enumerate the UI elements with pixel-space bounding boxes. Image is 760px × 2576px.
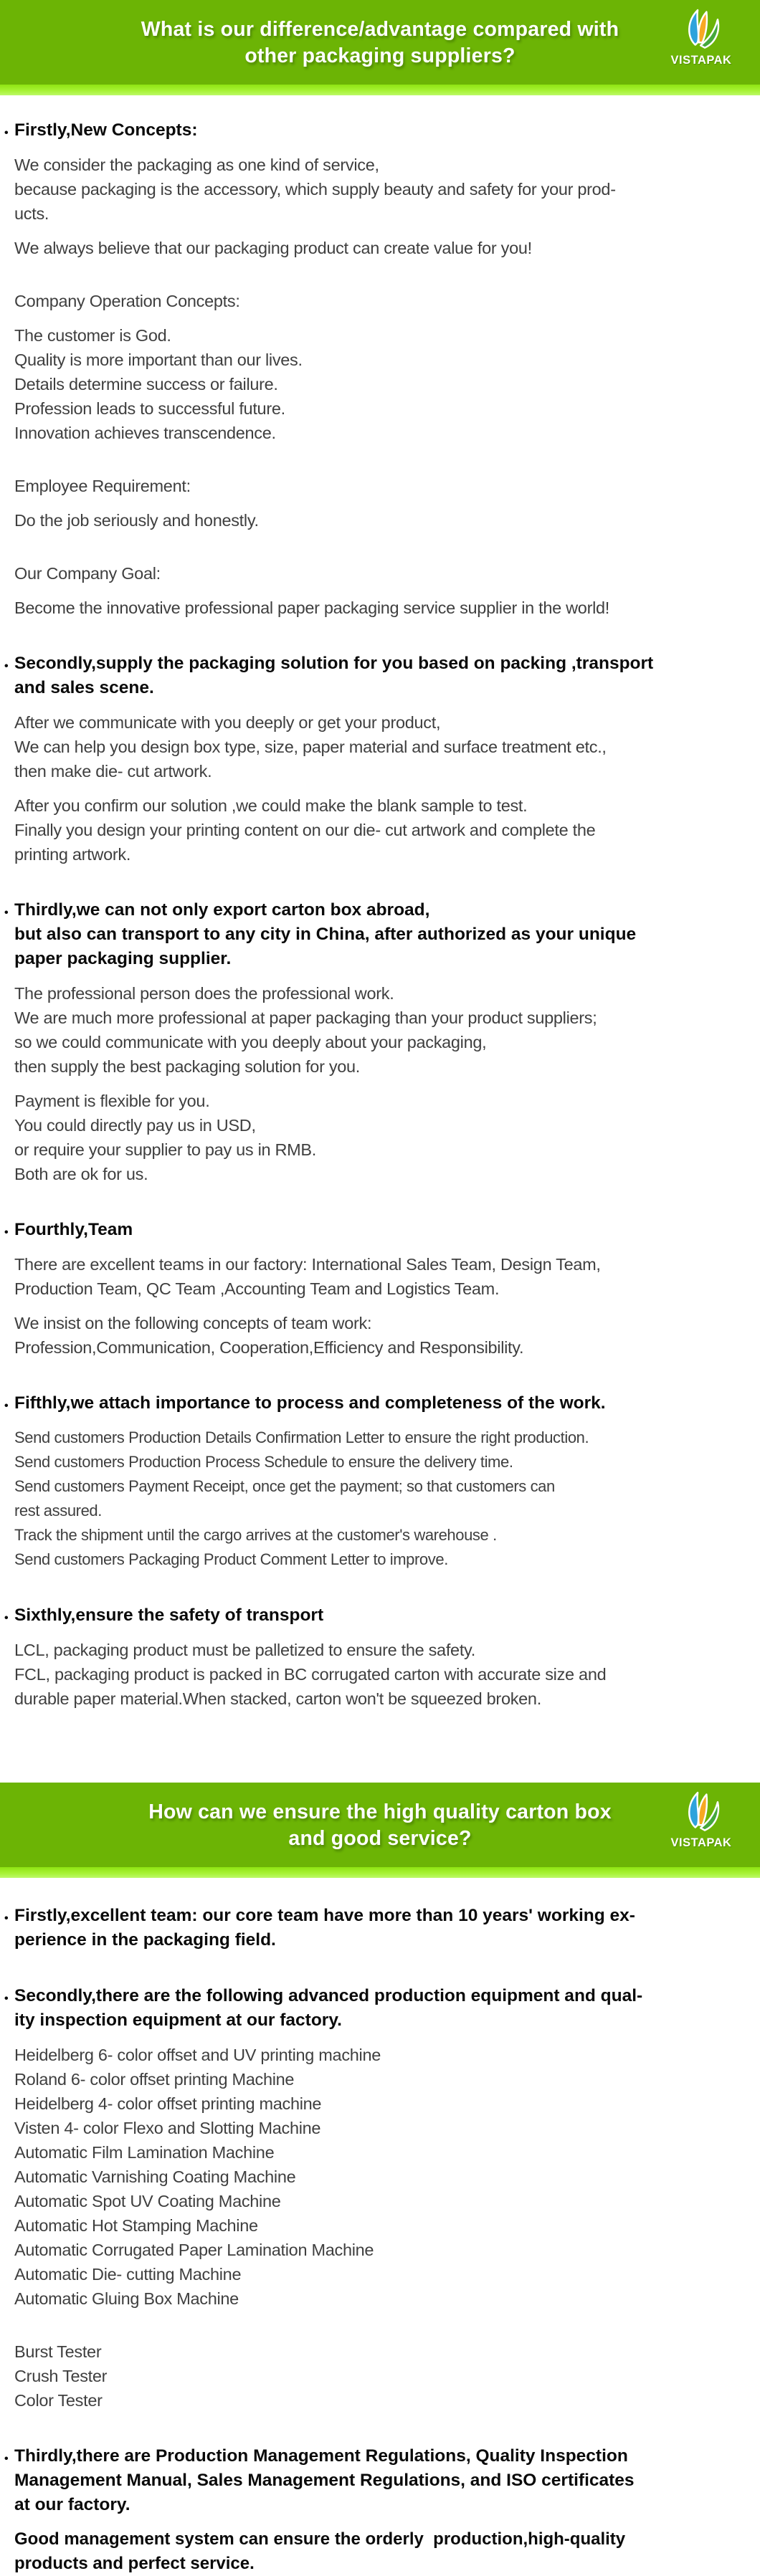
text-line: or require your supplier to pay us in RMB. <box>14 1140 317 1159</box>
section-heading <box>4 1603 744 1628</box>
section-heading <box>4 1391 744 1416</box>
text-line: Good management system can ensure the orderly production,high-quality <box>14 2529 626 2549</box>
text-line: rest assured. <box>14 1502 102 1520</box>
text-line: Both are ok for us. <box>14 1165 148 1183</box>
paragraph <box>14 981 744 1079</box>
text-line: Firstly,New Concepts: <box>14 120 198 140</box>
text-line: Innovation achieves transcendence. <box>14 424 276 442</box>
vistapak-sail-icon <box>679 1790 723 1836</box>
bullet-marker: • <box>4 2453 9 2465</box>
text-line: Send customers Packaging Product Comment Letter to improve. <box>14 1550 448 1568</box>
paragraph <box>14 236 744 260</box>
text-line: Send customers Production Details Confirmation Letter to ensure the right production. <box>14 1428 589 1446</box>
text-line: Send customers Production Process Schedule to ensure the delivery time. <box>14 1453 513 1471</box>
text-line: products and perfect service. <box>14 2554 255 2573</box>
text-line: We always believe that our packaging product can create value for you! <box>14 239 532 257</box>
text-line: Production Team, QC Team ,Accounting Team and Logistics Team. <box>14 1279 500 1298</box>
text-line: Profession leads to successful future. <box>14 399 285 418</box>
paragraph <box>14 2043 744 2311</box>
text-line: at our factory. <box>14 2495 130 2514</box>
paragraph <box>14 2339 744 2413</box>
text-line: perience in the packaging field. <box>14 1930 276 1950</box>
text-line: durable paper material.When stacked, carton won't be squeezed broken. <box>14 1689 541 1708</box>
text-line: Employee Requirement: <box>14 477 191 495</box>
bullet-marker: • <box>4 660 9 672</box>
bullet-marker: • <box>4 1612 9 1624</box>
text-line: then supply the best packaging solution for you. <box>14 1057 361 1076</box>
text-line: We insist on the following concepts of team work: <box>14 1314 372 1332</box>
text-line: Company Operation Concepts: <box>14 292 240 310</box>
text-line: We can help you design box type, size, paper material and surface treatment etc., <box>14 738 607 756</box>
paragraph <box>14 508 744 533</box>
section-heading <box>4 118 744 143</box>
text-line: Profession,Communication, Cooperation,Efficiency and Responsibility. <box>14 1338 524 1357</box>
text-line: Color Tester <box>14 2391 103 2410</box>
banner-accent-strip <box>0 85 760 95</box>
text-line: Track the shipment until the cargo arrives at the customer's warehouse . <box>14 1526 497 1544</box>
text-line: There are excellent teams in our factory: International Sales Team, Design Team, <box>14 1255 601 1274</box>
text-line: Thirdly,we can not only export carton box abroad, <box>14 900 430 920</box>
text-line: printing artwork. <box>14 845 131 864</box>
banner-quality-service <box>0 1783 760 1878</box>
bullet-marker: • <box>4 1400 9 1412</box>
banner-bar <box>0 0 760 85</box>
paragraph <box>14 1426 744 1572</box>
section-heading <box>4 652 744 700</box>
text-line: Firstly,excellent team: our core team have more than 10 years' working ex- <box>14 1906 635 1925</box>
bullet-marker: • <box>4 1912 9 1924</box>
paragraph <box>14 153 744 226</box>
section-difference-advantage <box>0 118 760 1711</box>
paragraph <box>14 1638 744 1711</box>
vistapak-logo <box>661 1790 741 1849</box>
text-line: Sixthly,ensure the safety of transport <box>14 1606 324 1625</box>
banner-bar <box>0 1783 760 1867</box>
text-line: Crush Tester <box>14 2367 108 2385</box>
text-line: Heidelberg 6- color offset and UV printing machine <box>14 2046 381 2064</box>
text-line: The professional person does the professional work. <box>14 984 394 1003</box>
banner-title-line2: other packaging suppliers? <box>244 44 516 67</box>
banner-difference-advantage <box>0 0 760 95</box>
vistapak-sail-icon <box>679 7 723 53</box>
text-line: Quality is more important than our lives. <box>14 350 303 369</box>
text-line: Automatic Spot UV Coating Machine <box>14 2192 281 2210</box>
paragraph <box>14 1311 744 1360</box>
banner-title-line1: What is our difference/advantage compared with <box>141 18 619 41</box>
text-line: Automatic Varnishing Coating Machine <box>14 2167 296 2186</box>
text-line: Finally you design your printing content on our die- cut artwork and complete the <box>14 821 596 839</box>
banner-title-line2: and good service? <box>288 1827 472 1850</box>
section-heading <box>4 898 744 971</box>
text-line: Secondly,supply the packaging solution for you based on packing ,transport <box>14 654 654 673</box>
text-line: Details determine success or failure. <box>14 375 278 393</box>
text-line: Automatic Hot Stamping Machine <box>14 2216 258 2235</box>
text-line: FCL, packaging product is packed in BC corrugated carton with accurate size and <box>14 1665 607 1684</box>
bullet-marker: • <box>4 127 9 139</box>
text-line: then make die- cut artwork. <box>14 762 212 781</box>
text-line: Burst Tester <box>14 2342 102 2361</box>
banner-title <box>0 15 760 70</box>
text-line: Thirdly,there are Production Management Regulations, Quality Inspection <box>14 2446 628 2466</box>
text-line: Visten 4- color Flexo and Slotting Machine <box>14 2119 321 2137</box>
text-line: Fifthly,we attach importance to process and completeness of the work. <box>14 1393 606 1413</box>
text-line: We consider the packaging as one kind of service, <box>14 156 379 174</box>
text-line: paper packaging supplier. <box>14 949 232 968</box>
text-line: and sales scene. <box>14 678 154 697</box>
section-heading <box>4 1984 744 2033</box>
text-line: so we could communicate with you deeply about your packaging, <box>14 1033 487 1051</box>
paragraph <box>14 596 744 620</box>
text-line: Heidelberg 4- color offset printing machine <box>14 2094 322 2113</box>
text-line: You could directly pay us in USD, <box>14 1116 256 1135</box>
text-line: Automatic Corrugated Paper Lamination Machine <box>14 2241 374 2259</box>
section-heading <box>4 2444 744 2517</box>
text-line: Payment is flexible for you. <box>14 1092 210 1110</box>
text-line: Roland 6- color offset printing Machine <box>14 2070 295 2089</box>
paragraph <box>14 561 744 586</box>
section-heading <box>4 1218 744 1242</box>
text-line: Automatic Die- cutting Machine <box>14 2265 242 2284</box>
text-line: Automatic Film Lamination Machine <box>14 2143 275 2162</box>
vistapak-logo-text: VISTAPAK <box>670 54 732 67</box>
paragraph <box>14 793 744 867</box>
text-line: Send customers Payment Receipt, once get the payment; so that customers can <box>14 1477 555 1495</box>
banner-accent-strip <box>0 1867 760 1878</box>
bold-paragraph <box>14 2527 744 2576</box>
text-line: ucts. <box>14 204 49 223</box>
banner-title <box>0 1798 760 1852</box>
paragraph <box>14 710 744 783</box>
text-line: ity inspection equipment at our factory. <box>14 2010 342 2030</box>
text-line: We are much more professional at paper packaging than your product suppliers; <box>14 1008 597 1027</box>
bullet-marker: • <box>4 1993 9 2005</box>
text-line: but also can transport to any city in China, after authorized as your unique <box>14 925 637 944</box>
text-line: Management Manual, Sales Management Regulations, and ISO certificates <box>14 2471 635 2490</box>
banner-title-line1: How can we ensure the high quality carton box <box>148 1800 612 1823</box>
text-line: because packaging is the accessory, which supply beauty and safety for your prod- <box>14 180 616 199</box>
paragraph <box>14 1089 744 1186</box>
section-heading <box>4 1904 744 1952</box>
vistapak-logo-text: VISTAPAK <box>670 1836 732 1849</box>
section-quality-service <box>0 1904 760 2576</box>
text-line: LCL, packaging product must be palletized to ensure the safety. <box>14 1641 475 1659</box>
bullet-marker: • <box>4 907 9 919</box>
paragraph <box>14 289 744 313</box>
paragraph <box>14 1252 744 1301</box>
text-line: Our Company Goal: <box>14 564 161 583</box>
paragraph <box>14 323 744 445</box>
bullet-marker: • <box>4 1226 9 1239</box>
text-line: After you confirm our solution ,we could make the blank sample to test. <box>14 796 528 815</box>
paragraph <box>14 474 744 498</box>
text-line: After we communicate with you deeply or get your product, <box>14 713 441 732</box>
text-line: The customer is God. <box>14 326 171 345</box>
vistapak-logo <box>661 7 741 67</box>
text-line: Fourthly,Team <box>14 1220 133 1239</box>
text-line: Become the innovative professional paper packaging service supplier in the world! <box>14 598 610 617</box>
text-line: Do the job seriously and honestly. <box>14 511 259 530</box>
text-line: Automatic Gluing Box Machine <box>14 2289 239 2308</box>
text-line: Secondly,there are the following advanced production equipment and qual- <box>14 1986 643 2005</box>
